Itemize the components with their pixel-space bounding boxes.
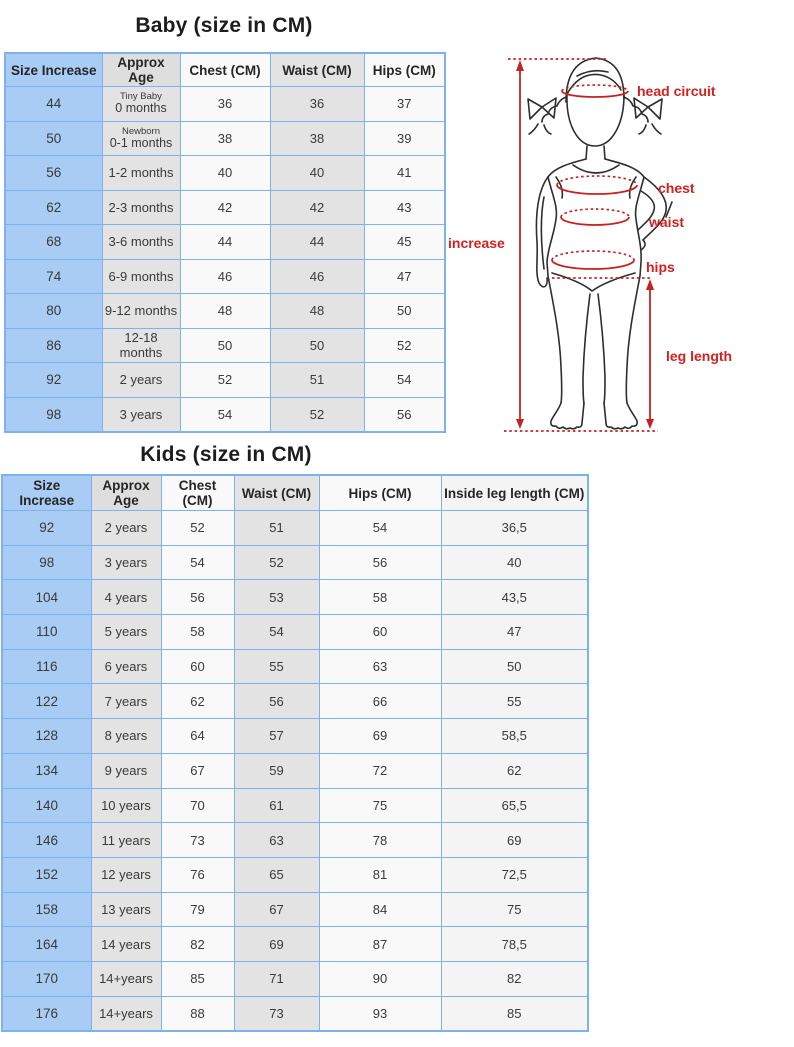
table-cell: 60 — [319, 615, 441, 650]
table-cell: 12 years — [91, 857, 161, 892]
table-row — [5, 397, 445, 432]
table-cell: 88 — [161, 996, 234, 1031]
table-row — [2, 753, 588, 788]
table-row — [2, 857, 588, 892]
table-cell: 47 — [364, 259, 445, 294]
table-cell: 7 years — [91, 684, 161, 719]
column-header: Size Increase — [2, 475, 91, 511]
table-cell: 61 — [234, 788, 319, 823]
table-cell: 54 — [180, 397, 270, 432]
chest-ellipse-dash — [557, 176, 637, 185]
table-cell: 8 years — [91, 719, 161, 754]
table-cell: 68 — [5, 225, 102, 260]
table-cell: 73 — [234, 996, 319, 1031]
table-cell: 158 — [2, 892, 91, 927]
table-cell: 134 — [2, 753, 91, 788]
tank-top-neckline — [573, 165, 619, 173]
table-cell: 42 — [270, 190, 364, 225]
table-cell: 75 — [441, 892, 588, 927]
table-cell: 128 — [2, 719, 91, 754]
table-cell: 13 years — [91, 892, 161, 927]
table-cell: 6-9 months — [102, 259, 180, 294]
table-row — [5, 294, 445, 329]
increase-arrow-down-icon — [516, 419, 524, 429]
table-cell: 43 — [364, 190, 445, 225]
table-cell: 74 — [5, 259, 102, 294]
header-row — [5, 53, 445, 87]
table-row — [5, 87, 445, 122]
table-cell: 60 — [161, 649, 234, 684]
table-cell: 56 — [234, 684, 319, 719]
table-cell: 52 — [270, 397, 364, 432]
table-cell: 36,5 — [441, 511, 588, 546]
table-cell: 54 — [161, 545, 234, 580]
table-cell: 2-3 months — [102, 190, 180, 225]
table-cell: 52 — [234, 545, 319, 580]
table-cell: 36 — [270, 87, 364, 122]
table-cell: 92 — [2, 511, 91, 546]
measurement-overlays — [448, 59, 732, 431]
table-row — [5, 225, 445, 260]
leg-right-inner — [598, 294, 605, 403]
table-cell: 12-18 months — [102, 328, 180, 363]
table-cell: 53 — [234, 580, 319, 615]
baby-size-table — [4, 52, 446, 433]
kids-section-title: Kids (size in CM) — [140, 443, 312, 466]
table-cell: 50 — [270, 328, 364, 363]
baby-section-title: Baby (size in CM) — [135, 14, 313, 37]
table-cell: 90 — [319, 961, 441, 996]
table-cell: 44 — [5, 87, 102, 122]
table-cell: 79 — [161, 892, 234, 927]
table-cell: 40 — [180, 156, 270, 191]
waist-ellipse-dash — [561, 209, 629, 217]
table-cell: 9 years — [91, 753, 161, 788]
table-cell: 78,5 — [441, 927, 588, 962]
table-cell: 4 years — [91, 580, 161, 615]
table-cell: 42 — [180, 190, 270, 225]
table-cell: 71 — [234, 961, 319, 996]
column-header: Hips (CM) — [364, 53, 445, 87]
table-row — [5, 156, 445, 191]
table-cell: 56 — [161, 580, 234, 615]
table-cell: 5 years — [91, 615, 161, 650]
table-cell: 116 — [2, 649, 91, 684]
table-row — [2, 788, 588, 823]
table-cell: 66 — [319, 684, 441, 719]
bow-left-tails — [529, 124, 551, 134]
waist-label: waist — [649, 214, 685, 230]
leg-length-arrow-up-icon — [646, 279, 654, 290]
table-cell: 110 — [2, 615, 91, 650]
waist-ellipse — [561, 217, 629, 225]
neck — [586, 146, 605, 159]
table-cell: 104 — [2, 580, 91, 615]
table-cell: 81 — [319, 857, 441, 892]
table-cell: 76 — [161, 857, 234, 892]
table-cell: 93 — [319, 996, 441, 1031]
table-row — [2, 511, 588, 546]
header-row — [2, 475, 588, 511]
table-cell: 56 — [5, 156, 102, 191]
table-cell: 69 — [234, 927, 319, 962]
table-cell: 2 years — [102, 363, 180, 398]
table-cell: 67 — [234, 892, 319, 927]
table-cell: 62 — [5, 190, 102, 225]
table-row — [2, 961, 588, 996]
chest-label: chest — [658, 180, 695, 196]
table-cell: 92 — [5, 363, 102, 398]
bow-right-tails — [639, 124, 661, 134]
column-header: Approx Age — [91, 475, 161, 511]
table-cell: 46 — [270, 259, 364, 294]
table-cell: 70 — [161, 788, 234, 823]
table-cell: 50 — [180, 328, 270, 363]
table-cell: 38 — [270, 121, 364, 156]
table-cell: 6 years — [91, 649, 161, 684]
face-outline — [567, 95, 624, 146]
table-row — [2, 996, 588, 1031]
table-cell: 14 years — [91, 927, 161, 962]
table-cell: 3 years — [91, 545, 161, 580]
table-cell: 39 — [364, 121, 445, 156]
table-row — [5, 190, 445, 225]
table-cell: 38 — [180, 121, 270, 156]
table-cell: 48 — [270, 294, 364, 329]
shoulders — [548, 159, 644, 177]
girl-figure-sketch — [528, 58, 666, 429]
head-circ-ellipse — [562, 91, 628, 97]
foot-right — [604, 403, 637, 429]
table-cell: 44 — [180, 225, 270, 260]
table-cell: 41 — [364, 156, 445, 191]
table-cell: 54 — [234, 615, 319, 650]
table-cell: 3-6 months — [102, 225, 180, 260]
table-cell: 40 — [441, 545, 588, 580]
table-cell: 47 — [441, 615, 588, 650]
table-cell: 1-2 months — [102, 156, 180, 191]
table-cell: 85 — [441, 996, 588, 1031]
leg-left-outer — [548, 276, 562, 403]
table-cell: 55 — [234, 649, 319, 684]
table-cell: 3 years — [102, 397, 180, 432]
hips-label: hips — [646, 259, 675, 275]
foot-left — [551, 403, 584, 429]
table-cell: 52 — [364, 328, 445, 363]
arm-left-inner — [541, 197, 544, 269]
table-cell: 65,5 — [441, 788, 588, 823]
kids-size-table — [1, 474, 589, 1032]
table-cell: 82 — [161, 927, 234, 962]
table-cell: 50 — [5, 121, 102, 156]
table-cell: 170 — [2, 961, 91, 996]
table-cell: 65 — [234, 857, 319, 892]
column-header: Hips (CM) — [319, 475, 441, 511]
table-cell: 36 — [180, 87, 270, 122]
table-cell: 58 — [319, 580, 441, 615]
head-circuit-label: head circuit — [637, 83, 716, 99]
table-cell: 73 — [161, 823, 234, 858]
table-cell: 58,5 — [441, 719, 588, 754]
table-cell: 58 — [161, 615, 234, 650]
table-cell: 59 — [234, 753, 319, 788]
column-header: Chest (CM) — [180, 53, 270, 87]
table-cell: 67 — [161, 753, 234, 788]
table-cell: 45 — [364, 225, 445, 260]
table-cell: 78 — [319, 823, 441, 858]
column-header: Chest (CM) — [161, 475, 234, 511]
hand-right — [641, 240, 645, 250]
underwear-line — [552, 273, 635, 291]
table-cell: 164 — [2, 927, 91, 962]
table-cell: 152 — [2, 857, 91, 892]
table-cell: 52 — [180, 363, 270, 398]
table-cell: Tiny Baby 0 months — [102, 87, 180, 122]
table-row — [2, 927, 588, 962]
table-cell: 63 — [319, 649, 441, 684]
table-cell: 57 — [234, 719, 319, 754]
chest-ellipse — [557, 185, 637, 194]
table-cell: 51 — [270, 363, 364, 398]
leg-right-outer — [626, 276, 640, 403]
table-cell: 55 — [441, 684, 588, 719]
table-cell: 43,5 — [441, 580, 588, 615]
table-cell: 69 — [319, 719, 441, 754]
table-cell: 46 — [180, 259, 270, 294]
table-row — [5, 121, 445, 156]
table-cell: 56 — [364, 397, 445, 432]
increase-label: increase — [448, 235, 505, 251]
table-cell: 84 — [319, 892, 441, 927]
arm-left — [536, 177, 548, 287]
table-cell: 40 — [270, 156, 364, 191]
table-row — [2, 615, 588, 650]
table-cell: 54 — [364, 363, 445, 398]
table-cell: 11 years — [91, 823, 161, 858]
table-cell: 37 — [364, 87, 445, 122]
table-cell: 14+years — [91, 996, 161, 1031]
table-cell: Newborn 0-1 months — [102, 121, 180, 156]
leg-length-arrow-down-icon — [646, 419, 654, 429]
table-cell: 85 — [161, 961, 234, 996]
table-cell: 72 — [319, 753, 441, 788]
table-cell: 82 — [441, 961, 588, 996]
table-cell: 62 — [441, 753, 588, 788]
column-header: Waist (CM) — [270, 53, 364, 87]
column-header: Inside leg length (CM) — [441, 475, 588, 511]
table-cell: 52 — [161, 511, 234, 546]
hips-ellipse-dash — [552, 251, 634, 260]
table-cell: 98 — [5, 397, 102, 432]
table-row — [5, 363, 445, 398]
column-header: Approx Age — [102, 53, 180, 87]
table-row — [2, 580, 588, 615]
table-cell: 69 — [441, 823, 588, 858]
table-cell: 51 — [234, 511, 319, 546]
table-cell: 9-12 months — [102, 294, 180, 329]
table-cell: 176 — [2, 996, 91, 1031]
table-cell: 10 years — [91, 788, 161, 823]
table-cell: 62 — [161, 684, 234, 719]
table-row — [5, 259, 445, 294]
table-cell: 87 — [319, 927, 441, 962]
table-cell: 72,5 — [441, 857, 588, 892]
table-row — [2, 545, 588, 580]
measurement-diagram — [440, 45, 794, 445]
table-cell: 140 — [2, 788, 91, 823]
table-cell: 80 — [5, 294, 102, 329]
table-row — [2, 892, 588, 927]
table-cell: 122 — [2, 684, 91, 719]
table-cell: 14+years — [91, 961, 161, 996]
increase-arrow-up-icon — [516, 60, 524, 71]
table-cell: 63 — [234, 823, 319, 858]
table-row — [2, 823, 588, 858]
table-cell: 56 — [319, 545, 441, 580]
table-cell: 64 — [161, 719, 234, 754]
hips-ellipse — [552, 260, 634, 269]
table-cell: 50 — [364, 294, 445, 329]
table-row — [2, 719, 588, 754]
table-cell: 48 — [180, 294, 270, 329]
table-cell: 50 — [441, 649, 588, 684]
table-cell: 44 — [270, 225, 364, 260]
table-cell: 98 — [2, 545, 91, 580]
table-cell: 86 — [5, 328, 102, 363]
table-row — [5, 328, 445, 363]
table-row — [2, 649, 588, 684]
leg-left-inner — [583, 294, 590, 403]
table-cell: 2 years — [91, 511, 161, 546]
column-header: Size Increase — [5, 53, 102, 87]
leg-length-label: leg length — [666, 348, 733, 364]
table-row — [2, 684, 588, 719]
table-cell: 54 — [319, 511, 441, 546]
table-cell: 146 — [2, 823, 91, 858]
table-cell: 75 — [319, 788, 441, 823]
column-header: Waist (CM) — [234, 475, 319, 511]
